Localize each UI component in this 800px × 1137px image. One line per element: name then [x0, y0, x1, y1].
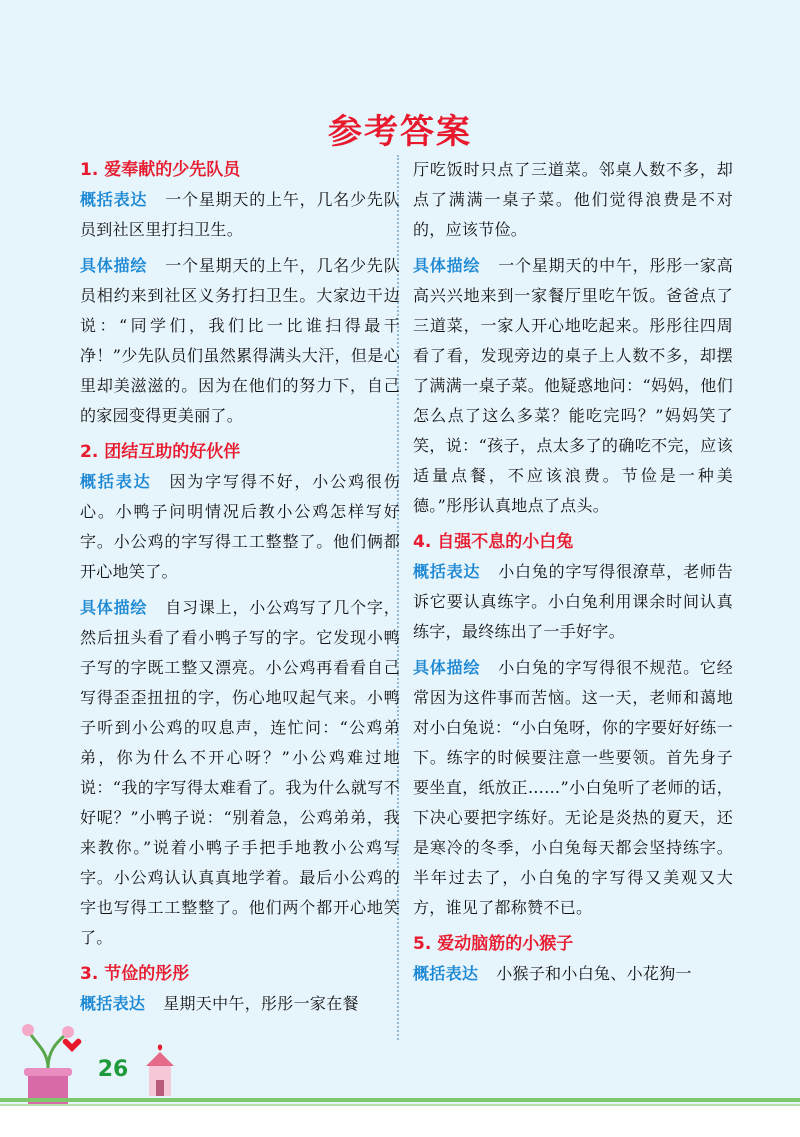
answer-label: 概括表达 [413, 964, 479, 983]
answer-label: 具体描绘 [80, 256, 148, 275]
right-column [413, 155, 733, 995]
page-number: 26 [97, 1057, 129, 1082]
section-title: 3. 节俭的彤彤 [80, 964, 190, 984]
answer-paragraph [413, 959, 733, 989]
answer-paragraph-continued: 厅吃饭时只点了三道菜。邻桌人数不多，却点了满满一桌子菜。他们觉得浪费是不对的，应该节俭。 [413, 160, 733, 239]
answer-text: 小白兔的字写得很不规范。它经常因为这件事而苦恼。这一天，老师和蔼地对小白兔说：“小白兔呀，你的字要好好练一下。练字的时候要注意一些要领。首先身子要坐直，纸放正……”小白兔听了老师的话，下决心要把字练好。无论是炎热的夏天，还是寒冷的冬季，小白兔每天都会坚持练字。半年过去了，小白兔的字写得又美观又大方，谁见了都称赞不已。 [413, 658, 734, 917]
answer-text: 星期天中午，彤彤一家在餐 [163, 994, 359, 1013]
page-title: 参考答案 [328, 112, 472, 152]
answer-label: 具体描绘 [413, 256, 481, 275]
answer-text: 一个星期天的上午，几名少先队员相约来到社区义务打扫卫生。大家边干边说：“同学们，我们比一比谁扫得最干净！”少先队员们虽然累得满头大汗，但是心里却美滋滋的。因为在他们的努力下，自己的家园变得更美丽了。 [80, 256, 401, 425]
answer-text: 小白兔的字写得很潦草，老师告诉它要认真练字。小白兔利用课余时间认真练字，最终练出了一手好字。 [413, 562, 734, 641]
answer-label: 概括表达 [80, 190, 148, 209]
section-title: 5. 爱动脑筋的小猴子 [413, 934, 574, 954]
answer-text: 一个星期天的中午，彤彤一家高高兴兴地来到一家餐厅里吃午饭。爸爸点了三道菜，一家人开心地吃起来。彤彤往四周看了看，发现旁边的桌子上人数不多，却摆了满满一桌子菜。他疑惑地问：“妈妈，他们怎么点了这么多菜？能吃完吗？”妈妈笑了笑，说：“孩子，点太多了的确吃不完，应该适量点餐，不应该浪费。节俭是一种美德。”彤彤认真地点了点头。 [413, 256, 734, 515]
section-title: 4. 自强不息的小白兔 [413, 532, 574, 552]
answer-paragraph [80, 593, 400, 953]
bottom-band [0, 1106, 800, 1137]
answer-text: 因为字写得不好，小公鸡很伤心。小鸭子问明情况后教小公鸡怎样写好字。小公鸡的字写得工工整整了。他们俩都开心地笑了。 [80, 472, 401, 581]
house-illustration [140, 1044, 180, 1098]
answer-label: 概括表达 [80, 472, 152, 491]
answer-label: 概括表达 [80, 994, 146, 1013]
answer-paragraph [80, 467, 400, 587]
section-title: 2. 团结互助的好伙伴 [80, 442, 241, 462]
answer-label: 具体描绘 [80, 598, 148, 617]
answer-text: 一个星期天的上午，几名少先队员到社区里打扫卫生。 [80, 190, 401, 239]
answer-paragraph [413, 251, 733, 521]
answer-text: 自习课上，小公鸡写了几个字，然后扭头看了看小鸭子写的字。它发现小鸭子写的字既工整又漂亮。小公鸡再看看自己写得歪歪扭扭的字，伤心地叹起气来。小鸭子听到小公鸡的叹息声，连忙问：“公鸡弟弟，你为什么不开心呀？”小公鸡难过地说：“我的字写得太难看了。我为什么就写不好呢？”小鸭子说：“别着急，公鸡弟弟，我来教你。”说着小鸭子手把手地教小公鸡写字。小公鸡认认真真地学着。最后小公鸡的字也写得工工整整了。他们两个都开心地笑了。 [80, 598, 401, 947]
answer-label: 具体描绘 [413, 658, 481, 677]
answer-text: 小猴子和小白兔、小花狗一 [496, 964, 692, 983]
answer-paragraph [413, 653, 733, 923]
section-title: 1. 爱奉献的少先队员 [80, 160, 241, 180]
answer-paragraph [413, 557, 733, 647]
footer-line [0, 1098, 800, 1102]
answer-paragraph [80, 251, 400, 431]
flower-pot-illustration [14, 1020, 84, 1110]
left-column [80, 155, 400, 1025]
answer-paragraph [80, 989, 400, 1019]
answer-label: 概括表达 [413, 562, 481, 581]
answer-paragraph [80, 185, 400, 245]
